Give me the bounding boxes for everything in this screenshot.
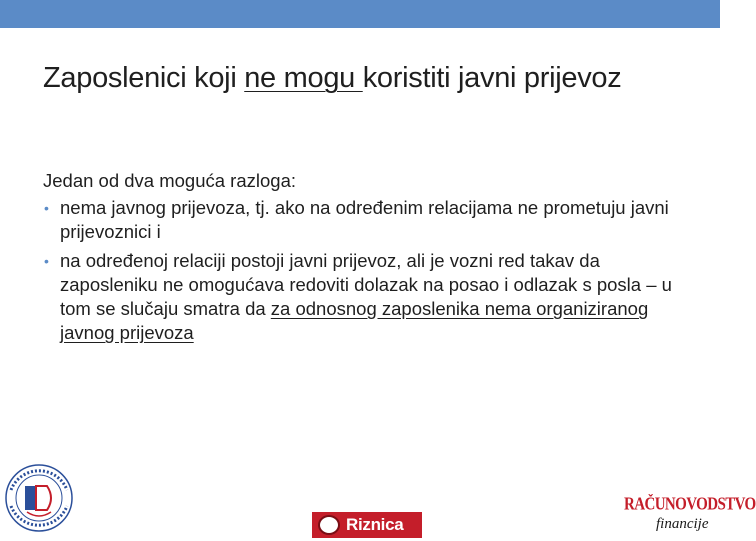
riznica-logo-text: Riznica	[346, 515, 404, 534]
bullet-item-2	[43, 249, 693, 345]
racunovodstvo-financije-logo	[624, 494, 756, 538]
title-text-start: Zaposlenici koji	[43, 62, 245, 94]
bullet-item-2-underlined-text: za odnosnog zaposlenika nema organiziranog javnog prijevoza	[60, 298, 649, 343]
bullet-item-1	[43, 196, 693, 244]
bullet-icon: •	[44, 253, 49, 269]
bullet-item-2-text: na određenoj relaciji postoji javni prijevoz, ali je vozni red takav da zaposleniku ne omogućava redoviti dolazak na posao i odlazak s posla – u tom se slučaju smatra da	[60, 250, 672, 319]
title-text-underlined: ne mogu	[244, 62, 363, 94]
riznica-logo	[312, 512, 422, 538]
riznica-emblem-icon	[318, 515, 340, 535]
top-accent-bar	[0, 0, 720, 28]
association-seal-logo	[3, 460, 75, 536]
slide-body	[43, 169, 693, 350]
logo-right-line2: financije	[656, 516, 709, 532]
bullet-icon: •	[44, 200, 49, 216]
bullet-item-1-text: nema javnog prijevoza, tj. ako na određenim relacijama ne prometuju javni prijevoznici i	[60, 197, 669, 242]
logo-right-line1: RAČUNOVODSTVO	[624, 495, 756, 515]
intro-text: Jedan od dva moguća razloga:	[43, 170, 297, 191]
slide-title	[43, 62, 703, 95]
title-text-end: koristiti javni prijevoz	[362, 62, 622, 94]
